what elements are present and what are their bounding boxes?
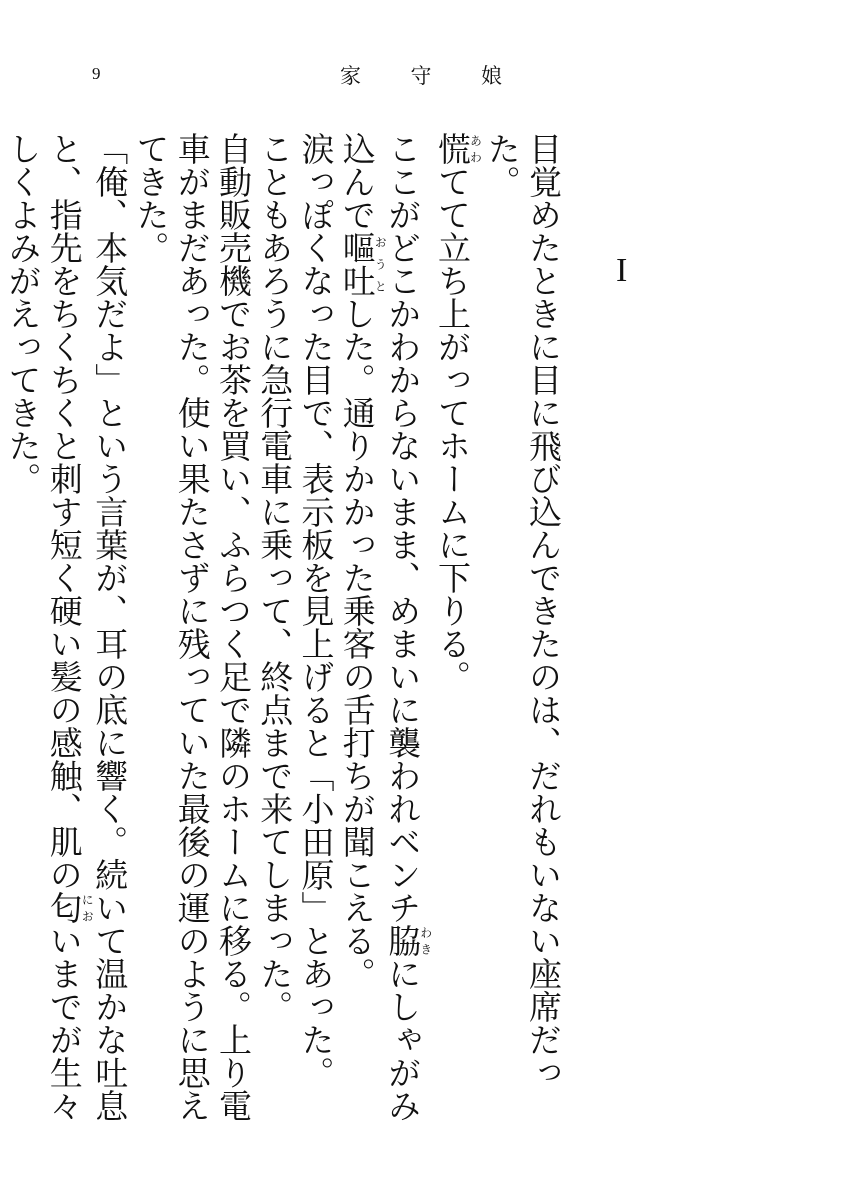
text-segment: てて立ち上がってホームに下りる。 (433, 165, 472, 693)
text-segment: 自動販売機でお茶を買い、ふらつく足で隣のホームに移る。上り電車がまだあった。使い果たさずに残っていた最後の運のように思えてきた。 (131, 132, 253, 1122)
ruby-word (337, 231, 388, 297)
running-header-char: 家 (340, 64, 361, 88)
chapter-number: I (616, 252, 628, 289)
text-segment: 涙っぽくなった目で、表示板を見上げると「小田原」とあった。 (296, 132, 336, 1089)
ruby-reading: にお (80, 891, 95, 924)
paragraph (254, 132, 295, 1122)
paragraph (432, 132, 482, 1122)
ruby-reading: あわ (468, 132, 483, 165)
ruby-word (433, 132, 483, 165)
text-segment: 「俺、本気だよ」という言葉が、耳の底に響く。続いて温かな吐息と、指先をちくちくと刺す短く硬い髪の感触、肌の (44, 132, 130, 1122)
text-segment (0, 132, 1, 1056)
running-header-char: 守 (410, 64, 432, 88)
paragraph (482, 132, 565, 1122)
ruby-base: 嘔吐 (337, 231, 377, 297)
ruby-reading: わき (418, 924, 433, 957)
paragraph (130, 132, 254, 1122)
paragraph (0, 132, 2, 1122)
paragraph (295, 132, 336, 1122)
ruby-base: 脇 (383, 924, 423, 957)
running-header-char: 娘 (481, 64, 502, 88)
text-segment: こともあろうに急行電車に乗って、終点まで来てしまった。 (255, 132, 295, 1023)
body-text (3, 132, 564, 1122)
paragraph (337, 132, 432, 1122)
paragraph (2, 132, 130, 1122)
text-segment: 目覚めたときに目に飛び込んできたのは、だれもいない座席だった。 (482, 132, 563, 1089)
text-segment: した。通りかかった乗客の舌打ちが聞こえる。 (337, 297, 377, 990)
ruby-reading: おうと (373, 231, 388, 297)
ruby-word (383, 924, 433, 957)
page-number: 9 (92, 64, 101, 83)
ruby-word (44, 891, 95, 924)
text-segment: いまでが生々しくよみがえってきた。 (3, 132, 84, 1122)
running-header-title (340, 60, 502, 90)
ruby-base: 匂 (44, 891, 84, 924)
text-segment: ここがどこかわからないまま、めまいに襲われベンチ (383, 132, 423, 924)
ruby-base: 慌 (433, 132, 472, 165)
text-segment: にしゃがみ込んで (337, 132, 423, 1122)
